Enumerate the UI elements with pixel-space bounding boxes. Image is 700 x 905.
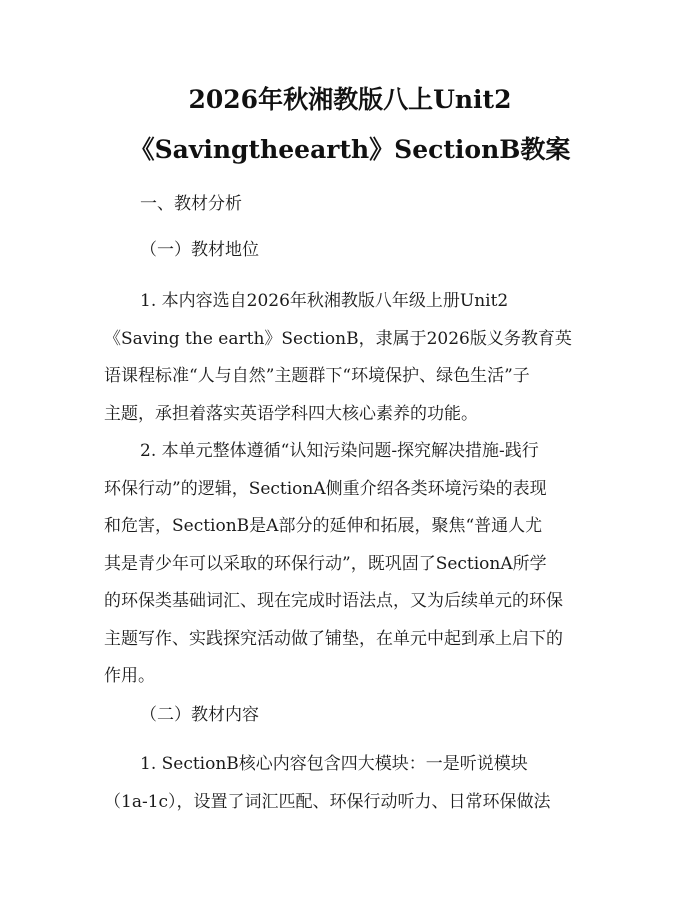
paragraph-2-line: 其是青少年可以采取的环保行动”，既巩固了SectionA所学 — [104, 553, 547, 574]
paragraph-2-line: 环保行动”的逻辑，SectionA侧重介绍各类环境污染的表现 — [104, 478, 547, 499]
subsection-heading-textbook-content: （二）教材内容 — [140, 705, 259, 725]
section-heading-textbook-analysis: 一、教材分析 — [140, 194, 242, 214]
document-title-line-2: 《Savingtheearth》SectionB教案 — [129, 135, 571, 164]
paragraph-2-line: 2. 本单元整体遵循“认知污染问题-探究解决措施-践行 — [140, 441, 539, 461]
paragraph-3 — [104, 746, 604, 821]
paragraph-2-line: 和危害，SectionB是A部分的延伸和拓展，聚焦“普通人尤 — [104, 516, 543, 536]
paragraph-1-line: 《Saving the earth》SectionB，隶属于2026版义务教育英 — [104, 328, 572, 349]
paragraph-2-line: 主题写作、实践探究活动做了铺垫，在单元中起到承上启下的 — [104, 628, 563, 649]
subsection-heading-textbook-status: （一）教材地位 — [140, 240, 259, 260]
paragraph-3-line: （1a-1c），设置了词汇匹配、环保行动听力、日常环保做法 — [104, 791, 551, 812]
paragraph-1-line: 语课程标准“人与自然”主题群下“环境保护、绿色生活”子 — [104, 366, 530, 386]
paragraph-2-line: 的环保类基础词汇、现在完成时语法点，又为后续单元的环保 — [104, 591, 563, 611]
paragraph-3-line: 1. SectionB核心内容包含四大模块：一是听说模块 — [140, 754, 528, 774]
document-title-line-1: 2026年秋湘教版八上Unit2 — [188, 85, 512, 114]
paragraph-2-line: 作用。 — [104, 666, 155, 686]
paragraph-1-line: 1. 本内容选自2026年秋湘教版八年级上册Unit2 — [140, 291, 509, 311]
paragraph-1 — [104, 283, 604, 433]
paragraph-1-line: 主题，承担着落实英语学科四大核心素养的功能。 — [104, 403, 478, 424]
paragraph-2 — [104, 433, 604, 696]
